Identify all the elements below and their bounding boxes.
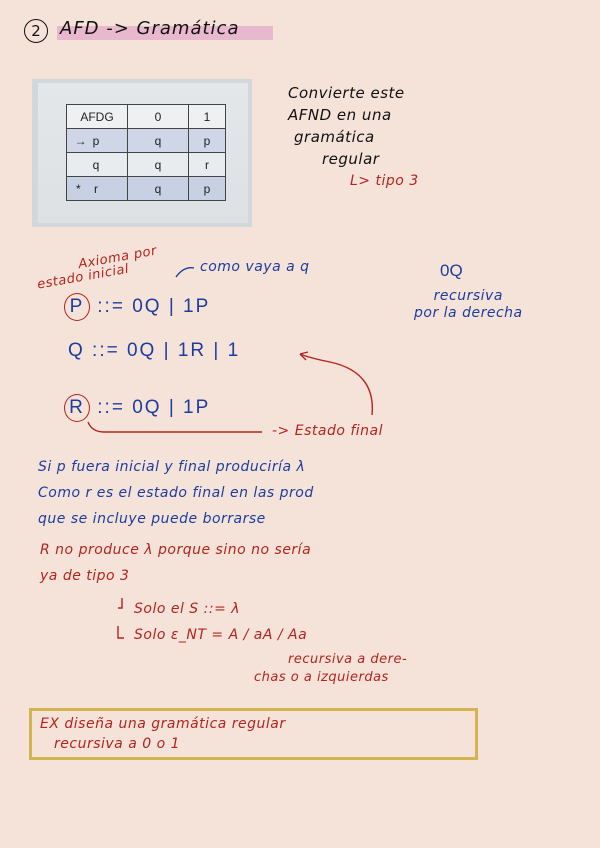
red-note-line: R no produce λ porque sino no sería (40, 542, 312, 558)
recursive-note-line: recursiva (433, 288, 503, 304)
rule-p-body: ::= 0Q | 1P (97, 296, 211, 317)
type-note: L> tipo 3 (350, 173, 419, 189)
table-header-1: 1 (189, 105, 226, 129)
final-symbol-circle: R (64, 394, 90, 422)
blue-note-line: que se incluye puede borrarse (38, 511, 266, 527)
recursive-side-line: recursiva a dere- (288, 652, 408, 667)
como-vaya-note: como vaya a q (200, 259, 310, 275)
rule-r-body: ::= 0Q | 1P (97, 397, 211, 418)
solo-line-2: Solo ε_NT = A / aA / Aa (134, 627, 308, 643)
curved-arrow-to-q (300, 354, 372, 415)
exercise-line: EX diseña una gramática regular (40, 716, 286, 732)
red-notes (40, 537, 311, 589)
row-state: r (94, 181, 98, 196)
solo-line-1: Solo el S ::= λ (134, 601, 241, 617)
cell: q (128, 129, 189, 153)
red-note-line: ya de tipo 3 (40, 568, 130, 584)
brace-arrow (176, 268, 194, 277)
oq-label: 0Q (440, 261, 463, 280)
recursive-side-line: chas o a izquierdas (254, 670, 389, 685)
rule-q: Q ::= 0Q | 1R | 1 (68, 340, 241, 361)
cell: p (189, 129, 226, 153)
page-title: AFD -> Gramática (60, 18, 240, 39)
row-state: q (92, 157, 100, 172)
cell: r (189, 153, 226, 177)
row-state: p (92, 133, 100, 148)
blue-note-line: Si p fuera inicial y final produciría λ (38, 459, 306, 475)
axiom-note-line: Axioma por (77, 243, 159, 273)
exercise (40, 714, 286, 754)
exercise-line: recursiva a 0 o 1 (54, 736, 181, 752)
initial-symbol-circle: P (64, 293, 90, 321)
cell: q (128, 153, 189, 177)
bracket-marks (118, 598, 124, 638)
final-state-label: -> Estado final (272, 423, 384, 439)
cell: q (128, 177, 189, 201)
axiom-note-line: estado inicial (36, 261, 131, 293)
instruction-line: regular (322, 150, 380, 168)
section-number: 2 (24, 19, 48, 43)
cell: p (189, 177, 226, 201)
arrow-to-final-state (88, 422, 262, 432)
table-header-0: 0 (128, 105, 189, 129)
initial-arrow-icon: → (74, 133, 87, 148)
final-star-icon: * (76, 181, 81, 196)
blue-notes (38, 454, 314, 532)
recursive-side-note (254, 651, 407, 687)
table-header-automaton: AFDG (67, 105, 128, 129)
recursive-note-line: por la derecha (414, 305, 523, 321)
blue-note-line: Como r es el estado final en las prod (38, 485, 314, 501)
instruction-line: AFND en una (288, 106, 392, 124)
instruction-line: gramática (294, 128, 375, 146)
instruction-line: Convierte este (288, 84, 405, 102)
